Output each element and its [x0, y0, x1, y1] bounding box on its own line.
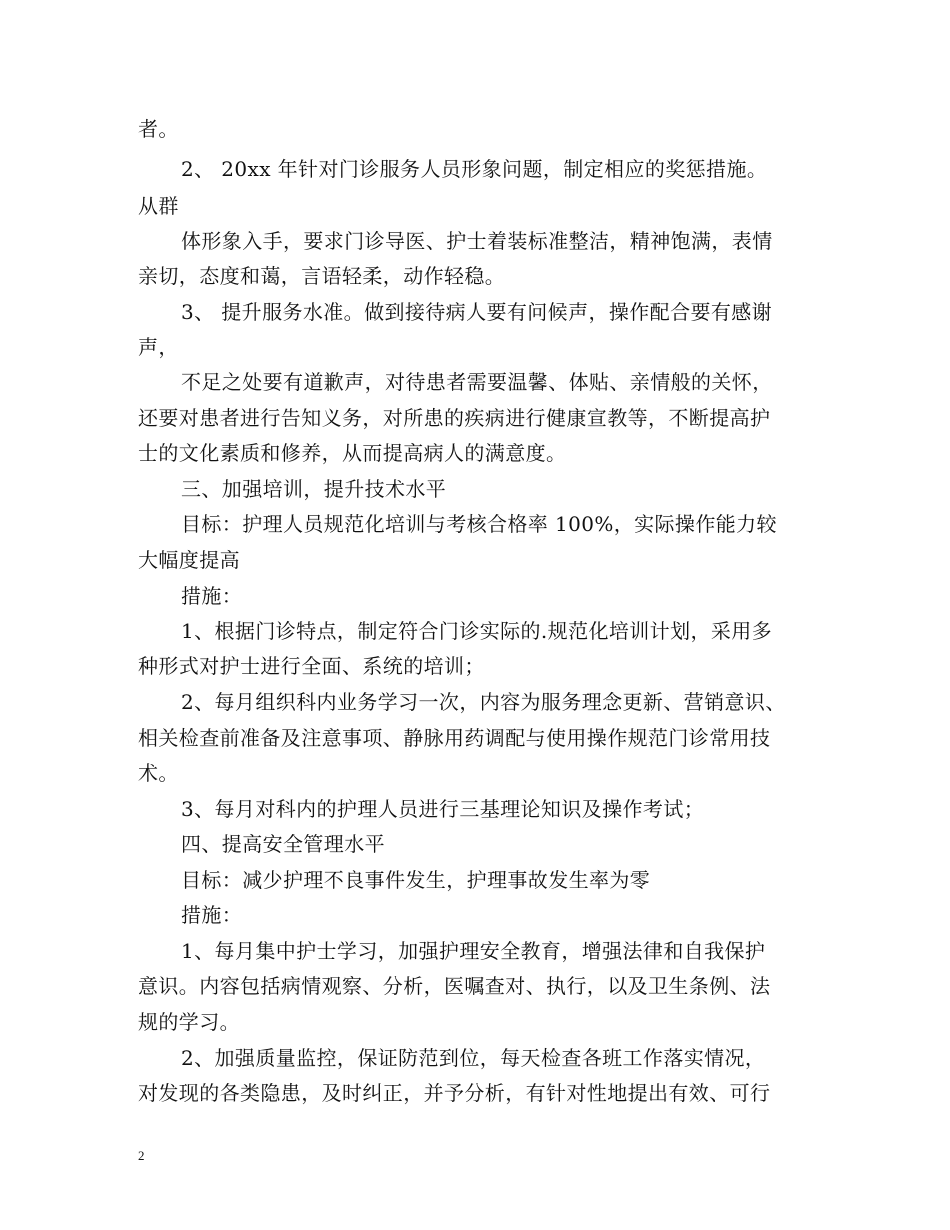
text-line: 1、每月集中护士学习，加强护理安全教育，增强法律和自我保护: [181, 939, 766, 963]
text-line: 3、每月对科内的护理人员进行三基理论知识及操作考试；: [181, 797, 705, 821]
text-line: 2、每月组织科内业务学习一次，内容为服务理念更新、营销意识、: [181, 690, 786, 714]
text-line: 意识。内容包括病情观察、分析，医嘱查对、执行，以及卫生条例、法: [138, 974, 771, 998]
section-heading: 三、加强培训，提升技术水平: [181, 477, 447, 501]
text-line: 对发现的各类隐患，及时纠正，并予分析，有针对性地提出有效、可行: [138, 1081, 771, 1105]
text-line: 声，: [138, 335, 179, 359]
section-heading: 四、提高安全管理水平: [181, 832, 385, 856]
text-line: 还要对患者进行告知义务，对所患的疾病进行健康宣教等，不断提高护: [138, 406, 771, 430]
text-line: 亲切，态度和蔼，言语轻柔，动作轻稳。: [138, 264, 506, 288]
text-line: 相关检查前准备及注意事项、静脉用药调配与使用操作规范门诊常用技: [138, 726, 771, 750]
text-line: 大幅度提高: [138, 548, 240, 572]
text-line: 者。: [138, 117, 179, 141]
text-line: 措施：: [181, 903, 243, 927]
text-line: 规的学习。: [138, 1010, 240, 1034]
text-line: 士的文化素质和修养，从而提高病人的满意度。: [138, 441, 567, 465]
text-line: 3、 提升服务水准。做到接待病人要有问候声，操作配合要有感谢: [181, 300, 773, 324]
text-line: 目标：护理人员规范化培训与考核合格率 100%，实际操作能力较: [181, 512, 777, 536]
text-line: 术。: [138, 761, 179, 785]
text-line: 2、 20xx 年针对门诊服务人员形象问题，制定相应的奖惩措施。: [181, 157, 768, 181]
text-line: 从群: [138, 194, 179, 218]
text-line: 体形象入手，要求门诊导医、护士着装标准整洁，精神饱满，表情: [181, 229, 773, 253]
text-line: 措施：: [181, 584, 243, 608]
text-line: 1、根据门诊特点，制定符合门诊实际的.规范化培训计划，采用多: [181, 619, 773, 643]
text-line: 种形式对护士进行全面、系统的培训；: [138, 654, 485, 678]
text-line: 2、加强质量监控，保证防范到位，每天检查各班工作落实情况，: [181, 1046, 766, 1070]
text-line: 目标：减少护理不良事件发生，护理事故发生率为零: [181, 868, 651, 892]
text-line: 不足之处要有道歉声，对待患者需要温馨、体贴、亲情般的关怀，: [181, 370, 773, 394]
page-number: 2: [138, 1148, 145, 1163]
